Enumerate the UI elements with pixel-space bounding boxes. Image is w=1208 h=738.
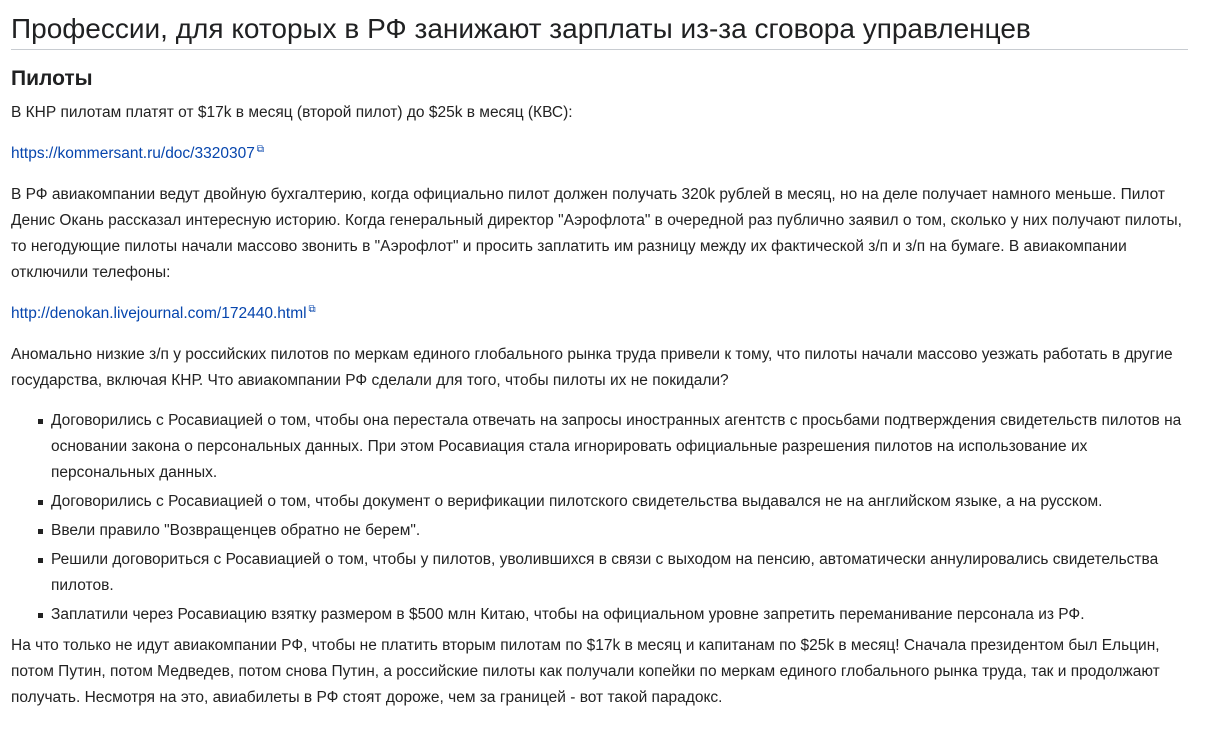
livejournal-link-text[interactable]: http://denokan.livejournal.com/172440.html [11,305,307,322]
page-title: Профессии, для которых в РФ занижают зарплаты из-за сговора управленцев [11,12,1188,50]
kommersant-link[interactable] [11,145,264,162]
square-bullet [38,500,43,505]
list-item: Ввели правило "Возвращенцев обратно не берем". [51,518,1188,544]
square-bullet [38,529,43,534]
square-bullet [38,558,43,563]
intro-paragraph: В КНР пилотам платят от $17k в месяц (второй пилот) до $25k в месяц (КВС): [11,104,573,121]
anomaly-paragraph: Аномально низкие з/п у российских пилотов по меркам единого глобального рынка труда привели к тому, что пилоты начали массово уезжать работать в другие государства, включая КНР. Что авиакомпании РФ сделали для того, чтобы пилоты их не покидали? [11,346,1173,389]
external-link-icon: ⧉ [256,143,264,155]
livejournal-link[interactable] [11,305,316,322]
final-paragraph: На что только не идут авиакомпании РФ, чтобы не платить вторым пилотам по $17k в месяц и капитанам по $25k в месяц! Сначала президентом был Ельцин, потом Путин, потом Медведев, потом снова Путин, а российские пилоты как получали копейки по меркам единого глобального рынка труда, так и продолжают получать. Несмотря на это, авиабилеты в РФ стоят дороже, чем за границей - вот такой парадокс. [11,637,1160,706]
article [0,12,1208,711]
section-heading: Пилоты [11,67,93,90]
list-item: Заплатили через Росавиацию взятку размером в $500 млн Китаю, чтобы на официальном уровне запретить переманивание персонала из РФ. [51,602,1188,628]
external-link-icon: ⧉ [308,303,316,315]
measures-list [11,408,1188,628]
list-item: Договорились с Росавиацией о том, чтобы она перестала отвечать на запросы иностранных агентств с просьбами подтверждения свидетельств пилотов на основании закона о персональных данных. При этом Росавиация стала игнорировать официальные разрешения пилотов на использование их персональных данных. [51,408,1188,486]
link-paragraph-2 [11,301,1188,327]
square-bullet [38,419,43,424]
square-bullet [38,613,43,618]
list-item: Договорились с Росавиацией о том, чтобы документ о верификации пилотского свидетельства выдавался не на английском языке, а на русском. [51,489,1188,515]
kommersant-link-text[interactable]: https://kommersant.ru/doc/3320307 [11,145,255,162]
list-item: Решили договориться с Росавиацией о том, чтобы у пилотов, уволившихся в связи с выходом на пенсию, автоматически аннулировались свидетельства пилотов. [51,547,1188,599]
link-paragraph-1 [11,141,1188,167]
airline-paragraph: В РФ авиакомпании ведут двойную бухгалтерию, когда официально пилот должен получать 320k рублей в месяц, но на деле получает намного меньше. Пилот Денис Окань рассказал интересную историю. Когда генеральный директор "Аэрофлота" в очередной раз публично заявил о том, сколько у них получают пилоты, то негодующие пилоты начали массово звонить в "Аэрофлот" и просить заплатить им разницу между их фактической з/п и з/п на бумаге. В авиакомпании отключили телефоны: [11,186,1182,281]
